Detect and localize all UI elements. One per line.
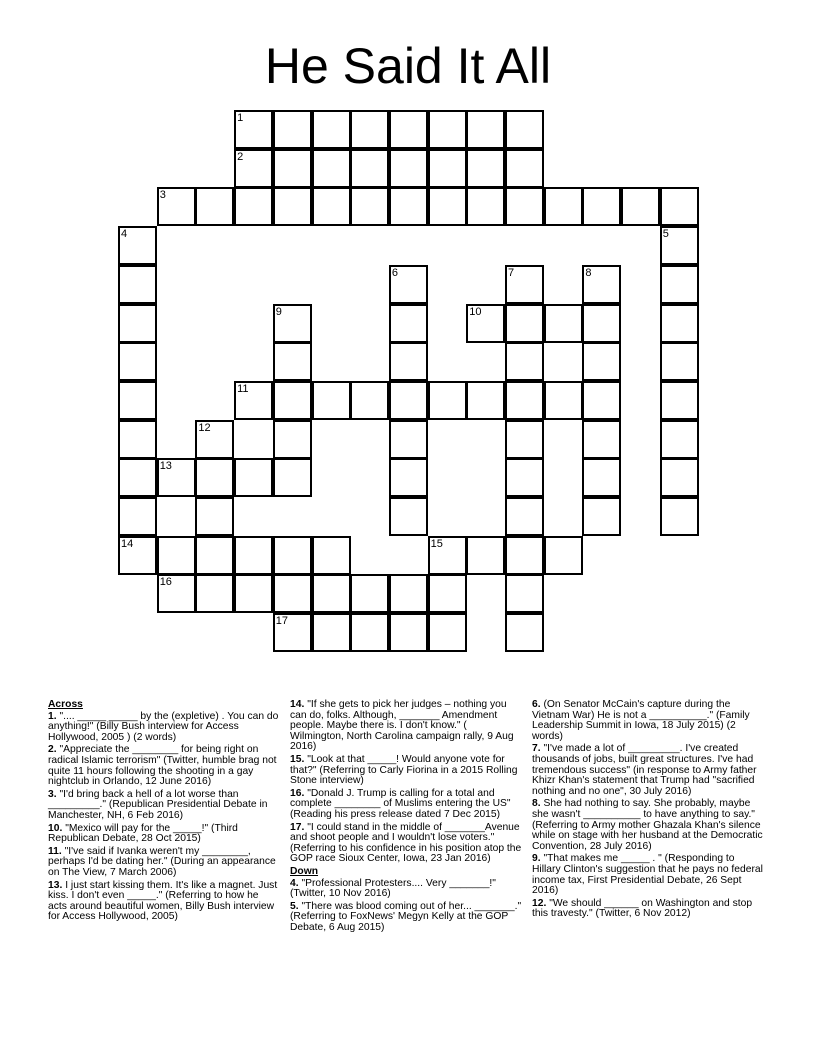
grid-cell[interactable] bbox=[157, 536, 196, 575]
clue-number: 11. bbox=[48, 845, 62, 857]
grid-cell[interactable] bbox=[660, 226, 699, 265]
clue-text: "Professional Protesters.... Very _______!" (Twitter, 10 Nov 2016) bbox=[290, 877, 496, 900]
grid-cell[interactable] bbox=[312, 381, 351, 420]
clue-across-16 bbox=[290, 789, 522, 821]
grid-cell[interactable] bbox=[505, 497, 544, 536]
grid-cell[interactable] bbox=[273, 304, 312, 343]
clue-across-3 bbox=[48, 790, 280, 822]
clue-number: 8. bbox=[532, 798, 541, 810]
grid-cell[interactable] bbox=[428, 613, 467, 652]
clue-number: 12. bbox=[532, 897, 547, 909]
clue-number-label: 9 bbox=[275, 305, 282, 318]
grid-cell[interactable] bbox=[234, 381, 273, 420]
clue-across-2 bbox=[48, 745, 280, 787]
grid-cell[interactable] bbox=[350, 149, 389, 188]
grid-cell[interactable] bbox=[118, 226, 157, 265]
clue-down-5 bbox=[290, 902, 522, 934]
clue-text: I just start kissing them. It's like a magnet. Just kiss. I don't even _____." (Referring to how he acts around beautiful women, Billy Bush interview for Access Hollywood, 2005) bbox=[48, 879, 278, 923]
clue-number-label: 3 bbox=[159, 189, 166, 202]
clue-across-13 bbox=[48, 881, 280, 923]
clue-across-11 bbox=[48, 847, 280, 879]
grid-cell[interactable] bbox=[660, 458, 699, 497]
grid-cell[interactable] bbox=[350, 381, 389, 420]
grid-cell[interactable] bbox=[389, 497, 428, 536]
grid-cell[interactable] bbox=[273, 149, 312, 188]
clue-number: 6. bbox=[532, 699, 541, 710]
grid-cell[interactable] bbox=[466, 187, 505, 226]
grid-cell[interactable] bbox=[544, 187, 583, 226]
grid-cell[interactable] bbox=[466, 381, 505, 420]
grid-cell[interactable] bbox=[273, 536, 312, 575]
grid-cell[interactable] bbox=[582, 458, 621, 497]
grid-cell[interactable] bbox=[389, 265, 428, 304]
grid-cell[interactable] bbox=[428, 381, 467, 420]
clue-number-label: 1 bbox=[237, 112, 244, 124]
clue-number-label: 11 bbox=[237, 382, 249, 395]
clue-down-12 bbox=[532, 899, 764, 920]
grid-cell[interactable] bbox=[505, 536, 544, 575]
grid-cell[interactable] bbox=[621, 187, 660, 226]
grid-cell[interactable] bbox=[118, 458, 157, 497]
clue-number-label: 4 bbox=[121, 228, 128, 241]
clue-text: ".... _____ _____ by the (expletive) . You can do anything!" (Billy Bush interview for Access Hollywood, 2005 ) (2 words) bbox=[48, 710, 279, 743]
clue-text: "I've made a lot of _________. I've created thousands of jobs, built great structures. I've had tremendous success" (in response to Army father Khizr Khan's statement that Trump had "sacrified nothing and no one", 30 July 2016) bbox=[532, 743, 757, 797]
grid-cell[interactable] bbox=[389, 574, 428, 613]
grid-cell[interactable] bbox=[582, 265, 621, 304]
grid-cell[interactable] bbox=[312, 574, 351, 613]
grid-cell[interactable] bbox=[428, 149, 467, 188]
grid-cell[interactable] bbox=[118, 304, 157, 343]
clue-number-label: 6 bbox=[391, 266, 399, 279]
grid-cell[interactable] bbox=[118, 265, 157, 304]
grid-cell[interactable] bbox=[544, 381, 583, 420]
clue-text: She had nothing to say. She probably, maybe she wasn't __________ to have anything to say." (Referring to Army mother Ghazala Khan's silence while on stage with her husband at the Democratic Convention, 28 July 2016) bbox=[532, 798, 763, 852]
grid-cell[interactable] bbox=[195, 497, 234, 536]
clue-text: "Donald J. Trump is calling for a total and complete ________ of Muslims entering the US" (Reading his press release dated 7 Dec 2015) bbox=[290, 787, 511, 820]
grid-cell[interactable] bbox=[582, 381, 621, 420]
grid-cell[interactable] bbox=[234, 536, 273, 575]
clue-across-17 bbox=[290, 823, 522, 865]
clue-number-label: 17 bbox=[275, 615, 289, 628]
grid-cell[interactable] bbox=[312, 613, 351, 652]
clue-number-label: 14 bbox=[121, 537, 134, 550]
grid-cell[interactable] bbox=[234, 458, 273, 497]
grid-cell[interactable] bbox=[273, 420, 312, 459]
grid-cell[interactable] bbox=[660, 342, 699, 381]
grid-cell[interactable] bbox=[389, 342, 428, 381]
grid-cell[interactable] bbox=[350, 110, 389, 149]
grid-cell[interactable] bbox=[582, 187, 621, 226]
clues-column-2 bbox=[290, 700, 522, 935]
clue-number-label: 5 bbox=[662, 228, 669, 241]
grid-cell[interactable] bbox=[273, 458, 312, 497]
down-heading: Down bbox=[290, 865, 319, 877]
grid-cell[interactable] bbox=[157, 458, 196, 497]
clue-number-label: 8 bbox=[585, 266, 592, 279]
clue-across-10 bbox=[48, 824, 280, 845]
grid-cell[interactable] bbox=[505, 265, 544, 304]
grid-cell[interactable] bbox=[428, 187, 467, 226]
grid-cell[interactable] bbox=[582, 497, 621, 536]
grid-cell[interactable] bbox=[505, 187, 544, 226]
grid-cell[interactable] bbox=[273, 110, 312, 149]
grid-cell[interactable] bbox=[195, 458, 234, 497]
clue-text: "I'd bring back a hell of a lot worse than _________." (Republican Presidential Debate in Manchester, NH, 6 Feb 2016) bbox=[48, 788, 268, 821]
clue-number-label: 16 bbox=[159, 576, 172, 589]
clue-number-label: 2 bbox=[237, 150, 244, 163]
grid-cell[interactable] bbox=[505, 342, 544, 381]
clue-across-14 bbox=[290, 700, 522, 753]
grid-cell[interactable] bbox=[389, 187, 428, 226]
clue-number: 2. bbox=[48, 744, 57, 756]
grid-cell[interactable] bbox=[582, 342, 621, 381]
grid-cell[interactable] bbox=[273, 574, 312, 613]
clue-number: 13. bbox=[48, 879, 63, 891]
clue-number-label: 15 bbox=[430, 537, 443, 550]
grid-cell[interactable] bbox=[350, 187, 389, 226]
grid-cell[interactable] bbox=[234, 574, 273, 613]
clue-text: "There was blood coming out of her... _______." (Referring to FoxNews' Megyn Kelly at the GOP Debate, 6 Aug 2015) bbox=[290, 900, 522, 933]
clue-text: "Mexico will pay for the _____!" (Third Republican Debate, 28 Oct 2015) bbox=[48, 822, 238, 845]
grid-cell[interactable] bbox=[428, 536, 467, 575]
grid-cell[interactable] bbox=[389, 110, 428, 149]
grid-cell[interactable] bbox=[466, 110, 505, 149]
clue-number: 1. bbox=[48, 710, 57, 722]
clue-down-4 bbox=[290, 879, 522, 900]
grid-cell[interactable] bbox=[505, 458, 544, 497]
page-title: He Said It All bbox=[264, 38, 552, 94]
grid-cell[interactable] bbox=[195, 536, 234, 575]
grid-cell[interactable] bbox=[157, 574, 196, 613]
grid-cell[interactable] bbox=[660, 304, 699, 343]
clue-down-6 bbox=[532, 700, 764, 742]
clue-across-1 bbox=[48, 712, 280, 744]
grid-cell[interactable] bbox=[312, 110, 351, 149]
grid-cell[interactable] bbox=[118, 497, 157, 536]
grid-cell[interactable] bbox=[273, 381, 312, 420]
clue-number-label: 10 bbox=[469, 305, 482, 318]
grid-cell[interactable] bbox=[428, 574, 467, 613]
clue-number-label: 13 bbox=[159, 460, 172, 473]
grid-cell[interactable] bbox=[195, 574, 234, 613]
grid-cell[interactable] bbox=[660, 187, 699, 226]
grid-cell[interactable] bbox=[350, 613, 389, 652]
grid-cell[interactable] bbox=[660, 420, 699, 459]
clue-across-15 bbox=[290, 755, 522, 787]
clue-number: 14. bbox=[290, 699, 305, 710]
grid-cell[interactable] bbox=[389, 381, 428, 420]
clue-number: 5. bbox=[290, 900, 299, 912]
clue-number: 16. bbox=[290, 787, 305, 799]
grid-cell[interactable] bbox=[505, 381, 544, 420]
grid-cell[interactable] bbox=[234, 149, 273, 188]
grid-cell[interactable] bbox=[118, 342, 157, 381]
grid-cell[interactable] bbox=[660, 381, 699, 420]
grid-cell[interactable] bbox=[466, 536, 505, 575]
clue-down-8 bbox=[532, 799, 764, 852]
clue-text: "Look at that _____! Would anyone vote for that?" (Referring to Carly Fiorina in a 2015 Rolling Stone interview) bbox=[290, 753, 518, 787]
clue-number: 17. bbox=[290, 821, 305, 833]
clue-number: 10. bbox=[48, 822, 63, 834]
clue-text: "If she gets to pick her judges – nothing you can do, folks. Although, _______ Amendment people. Maybe there is. I don't know." ( Wilmington, North Carolina campaign rally, 9 Aug 2016) bbox=[290, 699, 514, 753]
grid-cell[interactable] bbox=[505, 613, 544, 652]
clue-text: "That makes me _____ . " (Responding to Hillary Clinton's suggestion that he pays no federal income tax, First Presidential Debate, 26 Sept 2016) bbox=[532, 853, 763, 897]
grid-cell[interactable] bbox=[118, 420, 157, 459]
grid-cell[interactable] bbox=[118, 381, 157, 420]
grid-cell[interactable] bbox=[350, 574, 389, 613]
grid-cell[interactable] bbox=[505, 574, 544, 613]
clue-text: "We should ______ on Washington and stop this travesty." (Twitter, 6 Nov 2012) bbox=[532, 897, 753, 920]
grid-cell[interactable] bbox=[195, 420, 234, 459]
grid-cell[interactable] bbox=[660, 497, 699, 536]
grid-cell[interactable] bbox=[466, 304, 505, 343]
grid-cell[interactable] bbox=[195, 187, 234, 226]
grid-cell[interactable] bbox=[466, 149, 505, 188]
clue-number-label: 7 bbox=[508, 266, 515, 279]
grid-cell[interactable] bbox=[660, 265, 699, 304]
clues-column-3 bbox=[532, 700, 764, 922]
grid-cell[interactable] bbox=[544, 536, 583, 575]
grid-cell[interactable] bbox=[312, 536, 351, 575]
clue-text: "Appreciate the ________ for being right on radical Islamic terrorism" (Twitter, humble brag not quite 11 hours following the shooting in a gay nightclub in Orlando, 12 June 2016) bbox=[48, 744, 277, 788]
grid-cell[interactable] bbox=[505, 149, 544, 188]
grid-cell[interactable] bbox=[234, 187, 273, 226]
clue-text: "I've said if Ivanka weren't my ________, perhaps I'd be dating her." (During an appearance on The View, 7 March 2006) bbox=[48, 845, 276, 878]
grid-cell[interactable] bbox=[389, 304, 428, 343]
clue-number: 3. bbox=[48, 788, 57, 800]
clue-number: 4. bbox=[290, 877, 299, 889]
grid-cell[interactable] bbox=[389, 458, 428, 497]
grid-cell[interactable] bbox=[582, 420, 621, 459]
grid-cell[interactable] bbox=[505, 420, 544, 459]
clue-text: (On Senator McCain's capture during the Vietnam War) He is not a __________." (Family Leadership Summit in Iowa, 18 July 2015) (2 words) bbox=[532, 699, 750, 742]
grid-cell[interactable] bbox=[234, 110, 273, 149]
grid-cell[interactable] bbox=[273, 187, 312, 226]
grid-cell[interactable] bbox=[544, 304, 583, 343]
grid-cell[interactable] bbox=[273, 613, 312, 652]
clue-text: "I could stand in the middle of _______Avenue and shoot people and I wouldn't lose voters." (Referring to his confidence in his position atop the GOP race Sioux Center, Iowa, 23 Jan 2016) bbox=[290, 821, 522, 865]
across-heading: Across bbox=[48, 699, 83, 710]
clue-number: 15. bbox=[290, 753, 305, 765]
grid-cell[interactable] bbox=[389, 420, 428, 459]
grid-cell[interactable] bbox=[428, 110, 467, 149]
grid-cell[interactable] bbox=[273, 342, 312, 381]
grid-cell[interactable] bbox=[389, 613, 428, 652]
grid-cell[interactable] bbox=[312, 187, 351, 226]
grid-cell[interactable] bbox=[582, 304, 621, 343]
clue-number-label: 12 bbox=[198, 421, 211, 434]
grid-cell[interactable] bbox=[505, 304, 544, 343]
grid-cell[interactable] bbox=[312, 149, 351, 188]
grid-cell[interactable] bbox=[118, 536, 157, 575]
clue-down-7 bbox=[532, 744, 764, 797]
grid-cell[interactable] bbox=[157, 187, 196, 226]
clue-number: 7. bbox=[532, 743, 541, 755]
clue-down-9 bbox=[532, 854, 764, 896]
grid-cell[interactable] bbox=[505, 110, 544, 149]
clue-number: 9. bbox=[532, 853, 541, 865]
grid-cell[interactable] bbox=[389, 149, 428, 188]
clues-column-1 bbox=[48, 700, 280, 925]
